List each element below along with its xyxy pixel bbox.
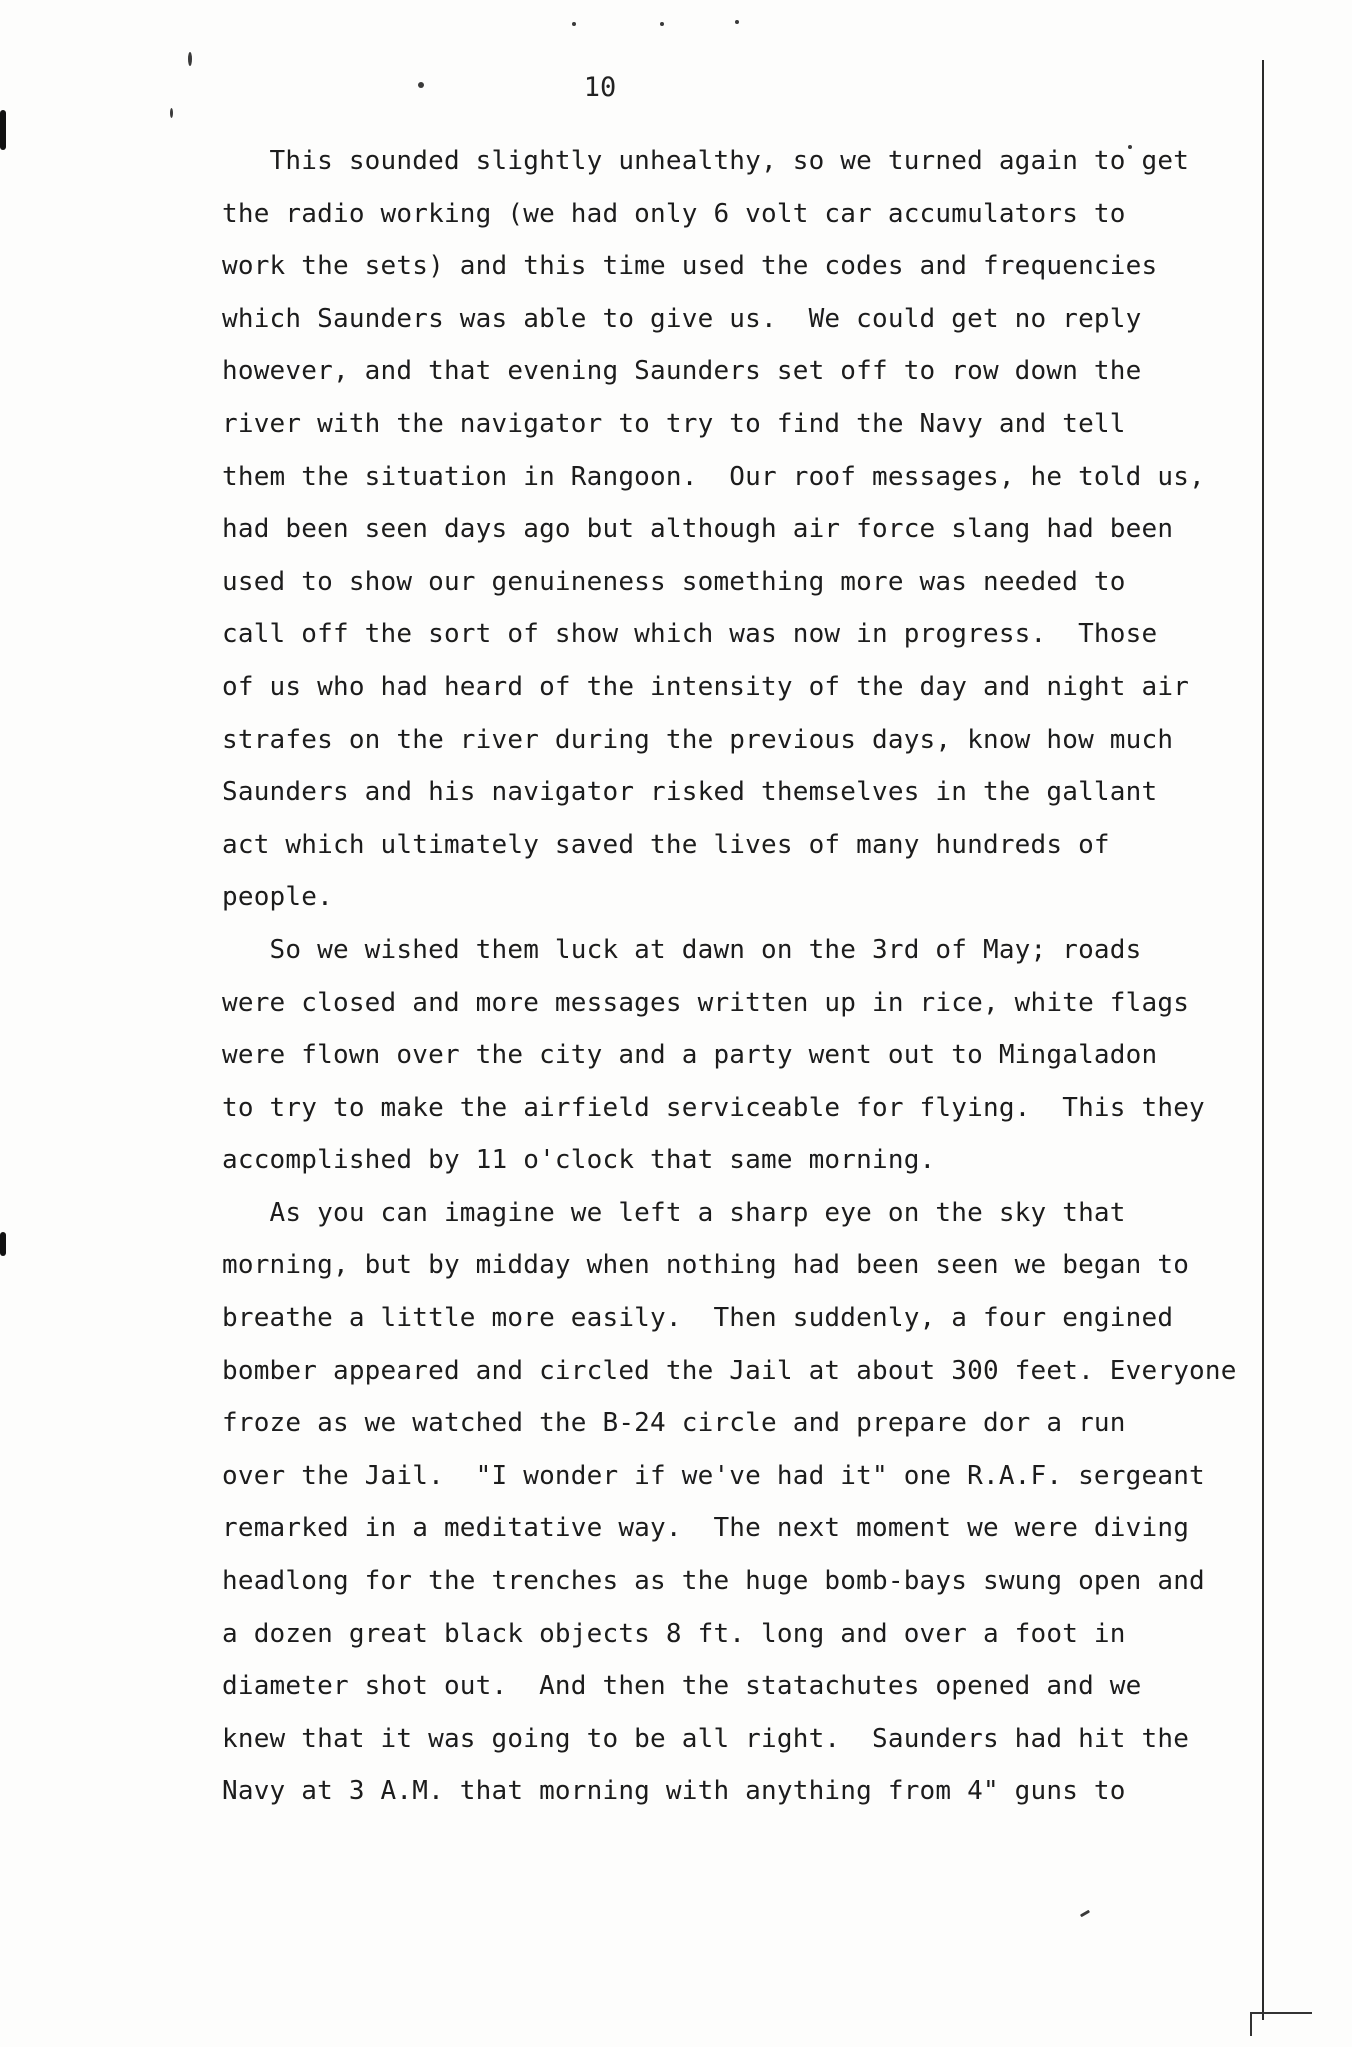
text-line: breathe a little more easily. Then suddenly, a four engined [222, 1303, 1174, 1334]
ink-speck [660, 22, 664, 26]
text-line: remarked in a meditative way. The next moment we were diving [222, 1513, 1190, 1544]
ink-speck [572, 22, 576, 26]
text-line: a dozen great black objects 8 ft. long and over a foot in [222, 1618, 1126, 1649]
text-line: act which ultimately saved the lives of many hundreds of [222, 829, 1110, 860]
page-corner-mark [1250, 2012, 1312, 2036]
text-line: over the Jail. "I wonder if we've had it" one R.A.F. sergeant [222, 1460, 1205, 1491]
text-line: call off the sort of show which was now in progress. Those [222, 619, 1158, 650]
body-text [222, 135, 1237, 1818]
text-line: Saunders and his navigator risked themselves in the gallant [222, 777, 1158, 808]
ink-speck [170, 108, 173, 118]
text-line: strafes on the river during the previous days, know how much [222, 724, 1174, 755]
text-line: to try to make the airfield serviceable for flying. This they [222, 1092, 1205, 1123]
left-edge-mark [0, 1232, 6, 1256]
text-line: headlong for the trenches as the huge bomb-bays swung open and [222, 1566, 1205, 1597]
text-line: accomplished by 11 o'clock that same morning. [222, 1145, 936, 1176]
text-line: were closed and more messages written up in rice, white flags [222, 987, 1190, 1018]
text-line: were flown over the city and a party went out to Mingaladon [222, 1040, 1158, 1071]
text-line: Navy at 3 A.M. that morning with anything from 4" guns to [222, 1776, 1126, 1807]
text-line: people. [222, 882, 333, 913]
text-line: So we wished them luck at dawn on the 3rd of May; roads [222, 934, 1142, 965]
text-line: the radio working (we had only 6 volt car accumulators to [222, 198, 1126, 229]
text-line: froze as we watched the B-24 circle and prepare dor a run [222, 1408, 1126, 1439]
text-line: As you can imagine we left a sharp eye on the sky that [222, 1197, 1126, 1228]
text-line: had been seen days ago but although air force slang had been [222, 514, 1174, 545]
text-line: work the sets) and this time used the codes and frequencies [222, 251, 1158, 282]
left-edge-mark [0, 110, 6, 150]
text-line: of us who had heard of the intensity of the day and night air [222, 671, 1190, 702]
text-line: diameter shot out. And then the statachutes opened and we [222, 1671, 1142, 1702]
page-number: 10 [583, 72, 617, 103]
ink-speck [188, 52, 192, 66]
text-line: bomber appeared and circled the Jail at about 300 feet. Everyone [222, 1355, 1237, 1386]
text-line: morning, but by midday when nothing had been seen we began to [222, 1250, 1190, 1281]
page-right-edge-line [1262, 60, 1264, 2020]
text-line: them the situation in Rangoon. Our roof messages, he told us, [222, 461, 1205, 492]
text-line: river with the navigator to try to find the Navy and tell [222, 408, 1126, 439]
text-line: however, and that evening Saunders set off to row down the [222, 356, 1142, 387]
paragraph [222, 135, 1232, 924]
text-line: used to show our genuineness something more was needed to [222, 566, 1126, 597]
text-line: which Saunders was able to give us. We could get no reply [222, 303, 1142, 334]
paragraph [222, 1187, 1237, 1818]
ink-speck [735, 20, 739, 24]
paragraph [222, 924, 1232, 1187]
ink-speck [1080, 1910, 1090, 1918]
text-line: This sounded slightly unhealthy, so we turned again to get [222, 146, 1190, 176]
text-line: knew that it was going to be all right. Saunders had hit the [222, 1723, 1190, 1754]
